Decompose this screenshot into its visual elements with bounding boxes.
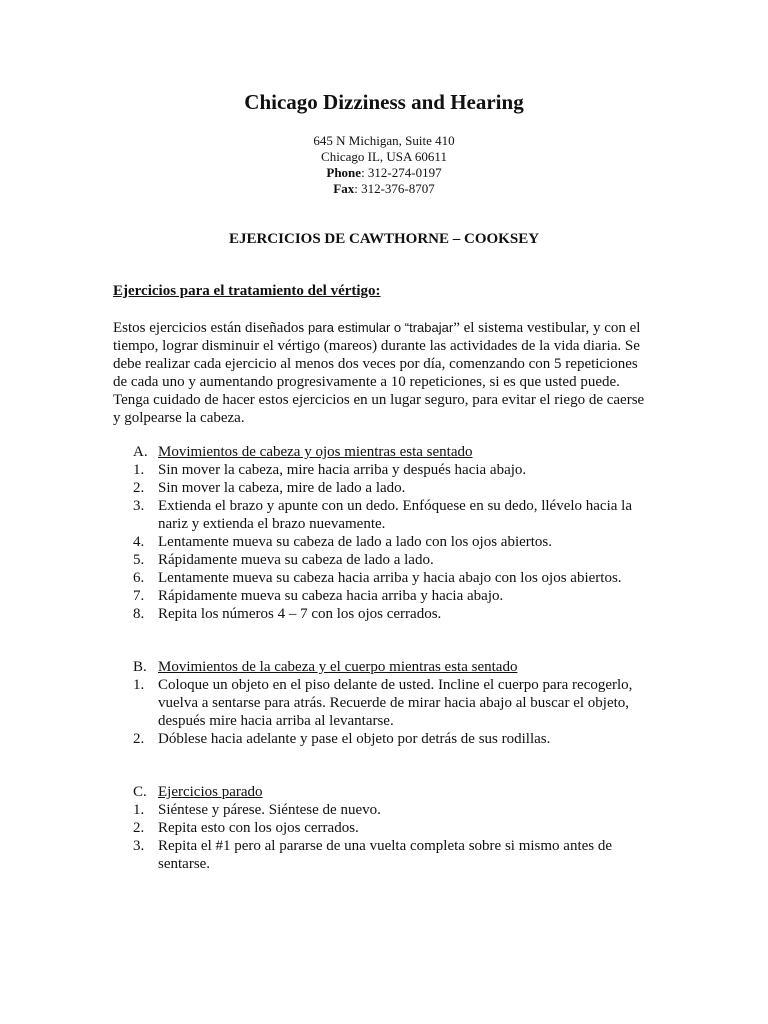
section-title: Ejercicios parado	[158, 784, 263, 800]
list-item	[113, 730, 653, 748]
section-title-row	[113, 443, 653, 461]
item-text: Repita el #1 pero al pararse de una vuelta completa sobre si mismo antes de sentarse.	[158, 838, 613, 872]
list-item	[113, 801, 653, 819]
item-text: Coloque un objeto en el piso delante de usted. Incline el cuerpo para recogerlo, vuelva a sentarse para atrás. Recuerde de mirar hacia abajo al buscar el objeto, después mire hacia arriba al levantarse.	[158, 677, 633, 729]
phone-value: : 312-274-0197	[361, 165, 442, 180]
list-item	[113, 587, 653, 605]
list-item	[113, 461, 653, 479]
document-heading: EJERCICIOS DE CAWTHORNE – COOKSEY	[228, 231, 540, 247]
item-number: 5.	[133, 552, 145, 568]
list-item	[113, 497, 653, 533]
address-line-city: Chicago IL, USA 60611	[321, 149, 447, 164]
item-number: 2.	[133, 480, 145, 496]
fax-line	[0, 181, 768, 197]
item-number: 1.	[133, 677, 145, 693]
clinic-address-block	[0, 133, 768, 197]
item-text: Rápidamente mueva su cabeza de lado a lado.	[158, 552, 434, 568]
section-title: Movimientos de cabeza y ojos mientras esta sentado	[158, 444, 473, 460]
list-item	[113, 551, 653, 569]
item-text: Siéntese y párese. Siéntese de nuevo.	[158, 802, 381, 818]
section-letter: A.	[133, 444, 148, 460]
list-item	[113, 569, 653, 587]
list-item	[113, 676, 653, 730]
item-number: 8.	[133, 606, 145, 622]
item-text: Sin mover la cabeza, mire de lado a lado.	[158, 480, 406, 496]
item-number: 1.	[133, 462, 145, 478]
section-title-row	[113, 783, 653, 801]
section-letter: C.	[133, 784, 147, 800]
phone-line	[0, 165, 768, 181]
list-item	[113, 533, 653, 551]
exercise-section-c	[113, 783, 653, 873]
item-number: 3.	[133, 498, 145, 514]
phone-label: Phone	[326, 165, 362, 180]
intro-text-start: Estos ejercicios están diseñados	[113, 320, 308, 336]
section-title: Movimientos de la cabeza y el cuerpo mientras esta sentado	[158, 659, 518, 675]
clinic-title: Chicago Dizziness and Hearing	[244, 90, 524, 114]
item-text: Extienda el brazo y apunte con un dedo. Enfóquese en su dedo, llévelo hacia la nariz y extienda el brazo nuevamente.	[158, 498, 632, 532]
item-number: 2.	[133, 820, 145, 836]
intro-text-sans: para estimular o “trabajar	[307, 320, 454, 335]
item-number: 7.	[133, 588, 145, 604]
list-item	[113, 605, 653, 623]
item-text: Lentamente mueva su cabeza de lado a lado con los ojos abiertos.	[158, 534, 553, 550]
item-text: Dóblese hacia adelante y pase el objeto por detrás de sus rodillas.	[158, 731, 551, 747]
item-text: Sin mover la cabeza, mire hacia arriba y después hacia abajo.	[158, 462, 527, 478]
section-subheading: Ejercicios para el tratamiento del vértigo:	[113, 283, 381, 299]
intro-paragraph	[113, 319, 653, 427]
section-title-row	[113, 658, 653, 676]
item-text: Lentamente mueva su cabeza hacia arriba y hacia abajo con los ojos abiertos.	[158, 570, 622, 586]
item-number: 2.	[133, 731, 145, 747]
address-line-street: 645 N Michigan, Suite 410	[313, 133, 455, 148]
item-number: 6.	[133, 570, 145, 586]
item-text: Repita esto con los ojos cerrados.	[158, 820, 359, 836]
item-text: Repita los números 4 – 7 con los ojos cerrados.	[158, 606, 442, 622]
item-text: Rápidamente mueva su cabeza hacia arriba y hacia abajo.	[158, 588, 504, 604]
fax-value: : 312-376-8707	[354, 181, 435, 196]
item-number: 4.	[133, 534, 145, 550]
fax-label: Fax	[333, 181, 355, 196]
list-item	[113, 819, 653, 837]
item-number: 3.	[133, 838, 145, 854]
list-item	[113, 837, 653, 873]
exercise-section-b	[113, 658, 653, 748]
section-letter: B.	[133, 659, 147, 675]
intro-text-end: ” el sistema vestibular, y con el tiempo, lograr disminuir el vértigo (mareos) durante las actividades de la vida diaria. Se debe realizar cada ejercicio al menos dos veces por día, comenzando con 5 repeticiones de cada uno y aumentando progresivamente a 10 repeticiones, si es que usted puede. Tenga cuidado de hacer estos ejercicios en un lugar seguro, para evitar el riego de caerse y golpearse la cabeza.	[113, 320, 645, 426]
exercise-section-a	[113, 443, 653, 623]
list-item	[113, 479, 653, 497]
item-number: 1.	[133, 802, 145, 818]
